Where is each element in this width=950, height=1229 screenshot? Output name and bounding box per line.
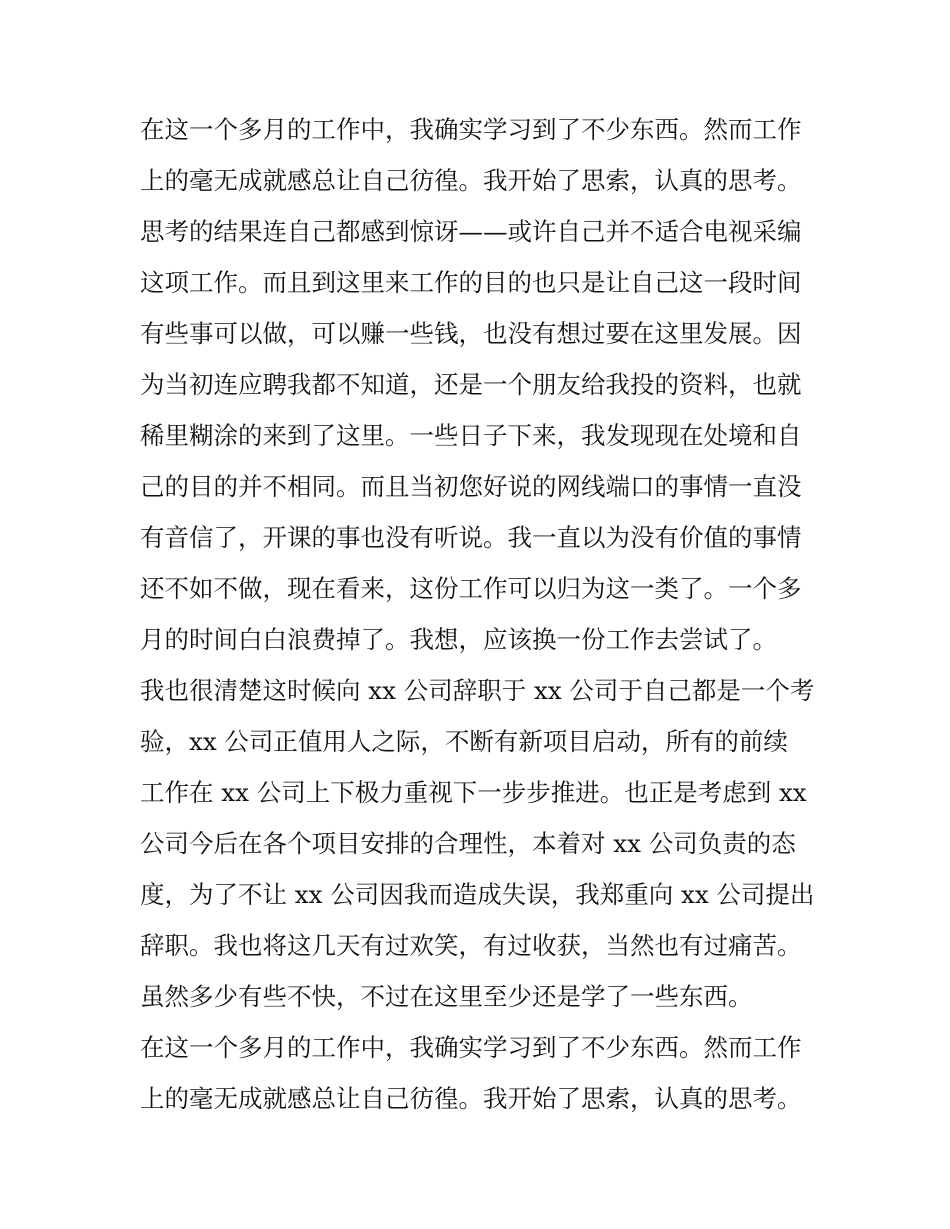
text-line: 在这一个多月的工作中，我确实学习到了不少东西。然而工作 [140, 115, 802, 144]
text-line: 思考的结果连自己都感到惊讶——或许自己并不适合电视采编 [140, 217, 802, 246]
paragraph-1 [140, 104, 820, 665]
paragraph-2 [140, 665, 820, 1022]
text-line: 验，xx 公司正值用人之际，不断有新项目启动，所有的前续 [140, 727, 788, 756]
text-line: 公司今后在各个项目安排的合理性，本着对 xx 公司负责的态 [140, 829, 796, 858]
text-line: 有音信了，开课的事也没有听说。我一直以为没有价值的事情 [140, 523, 802, 552]
text-line: 稀里糊涂的来到了这里。一些日子下来，我发现现在处境和自 [140, 421, 802, 450]
text-line: 月的时间白白浪费掉了。我想，应该换一份工作去尝试了。 [140, 625, 777, 654]
text-line: 我也很清楚这时候向 xx 公司辞职于 xx 公司于自己都是一个考 [140, 676, 815, 705]
text-line: 还不如不做，现在看来，这份工作可以归为这一类了。一个多 [140, 574, 802, 603]
text-line: 有些事可以做，可以赚一些钱，也没有想过要在这里发展。因 [140, 319, 802, 348]
text-line: 这项工作。而且到这里来工作的目的也只是让自己这一段时间 [140, 268, 802, 297]
text-line: 为当初连应聘我都不知道，还是一个朋友给我投的资料，也就 [140, 370, 802, 399]
text-line: 己的目的并不相同。而且当初您好说的网线端口的事情一直没 [140, 472, 802, 501]
text-line: 工作在 xx 公司上下极力重视下一步步推进。也正是考虑到 xx [140, 778, 807, 807]
text-line: 上的毫无成就感总让自己彷徨。我开始了思索，认真的思考。 [140, 1084, 802, 1113]
text-line: 辞职。我也将这几天有过欢笑，有过收获，当然也有过痛苦。 [140, 931, 802, 960]
text-line: 虽然多少有些不快，不过在这里至少还是学了一些东西。 [140, 982, 753, 1011]
paragraph-3 [140, 1022, 820, 1124]
text-line: 度，为了不让 xx 公司因我而造成失误，我郑重向 xx 公司提出 [140, 880, 815, 909]
text-line: 在这一个多月的工作中，我确实学习到了不少东西。然而工作 [140, 1033, 802, 1062]
text-line: 上的毫无成就感总让自己彷徨。我开始了思索，认真的思考。 [140, 166, 802, 195]
document-body [140, 104, 820, 1124]
